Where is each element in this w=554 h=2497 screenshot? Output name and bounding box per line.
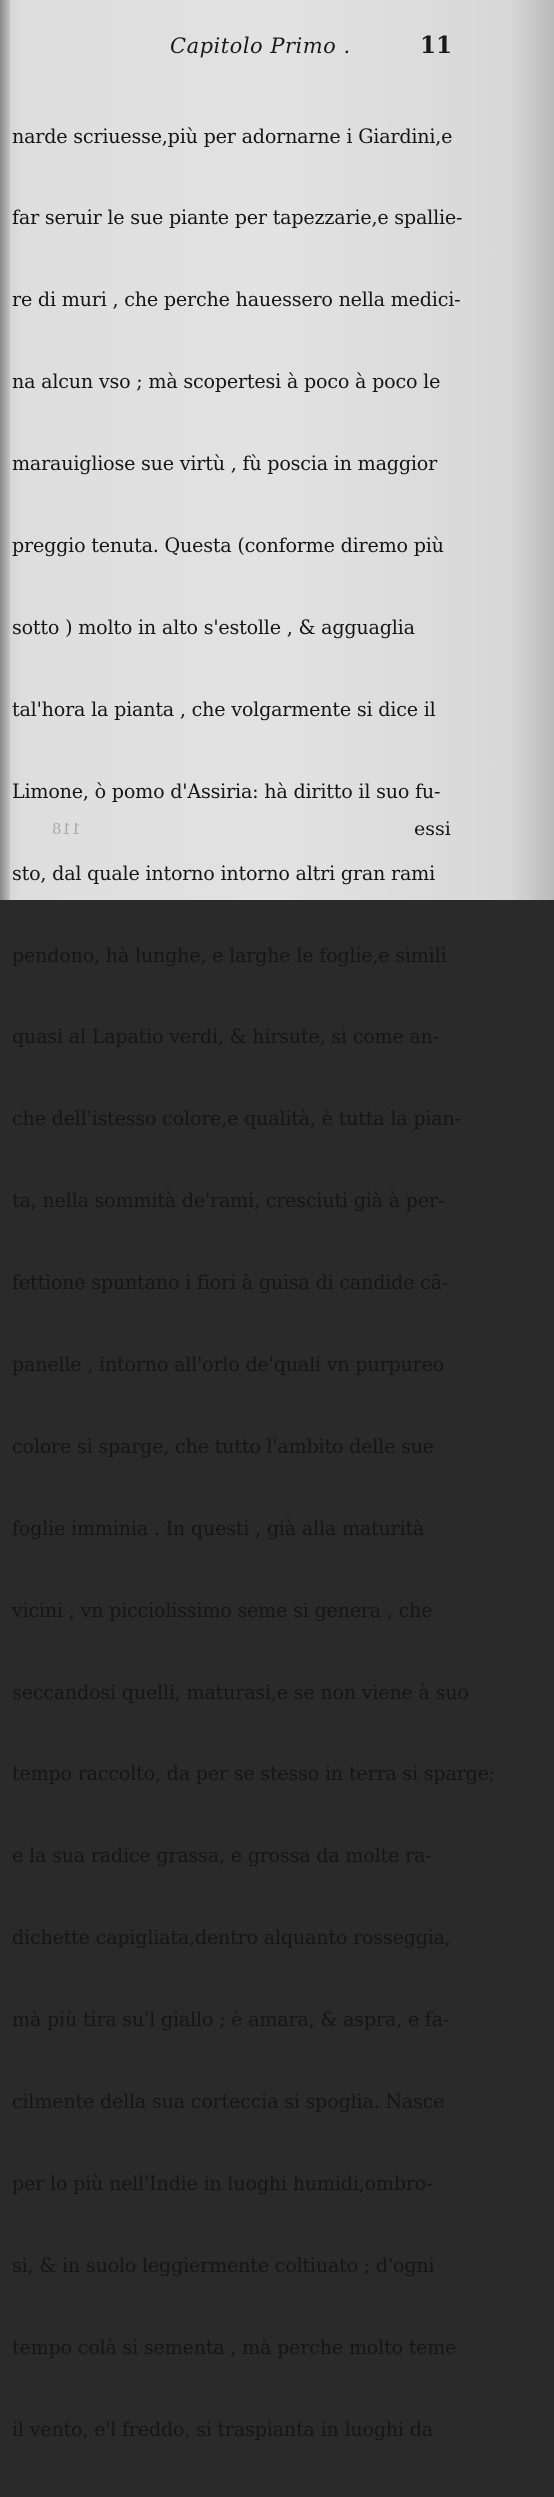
text-line: narde scriuesse,più per adornarne i Giardini,e	[12, 124, 453, 148]
text-line: sotto ) molto in alto s'estolle , & agguaglia	[12, 615, 415, 639]
page-gutter	[0, 0, 10, 900]
text-line: pendono, hà lunghe, e larghe le foglie,e simili	[12, 943, 447, 967]
text-line: ta, nella sommità de'rami, cresciuti già à per-	[12, 1189, 445, 1213]
text-line: il vento, e'l freddo, si traspianta in luoghi da	[12, 2417, 433, 2441]
catchword: essi	[414, 818, 451, 840]
text-line: colore si sparge, che tutto l'ambito delle sue	[12, 1434, 434, 1458]
text-line: re di muri , che perche hauessero nella medici-	[12, 288, 461, 312]
text-line: si, & in suolo leggiermente coltiuato ; d'ogni	[12, 2253, 435, 2277]
text-line: panelle , intorno all'orlo de'quali vn purpureo	[12, 1352, 444, 1376]
text-line: tal'hora la pianta , che volgarmente si dice il	[12, 697, 436, 721]
text-line: mà più tira su'l giallo ; è amara, & aspra, e fa-	[12, 2008, 450, 2032]
text-line: tempo raccolto, da per se stesso in terra si sparge;	[12, 1762, 495, 1786]
text-line: vicini , vn picciolissimo seme si genera , che	[12, 1598, 433, 1622]
text-line: sto, dal quale intorno intorno altri gran rami	[12, 861, 436, 885]
body-text	[12, 68, 542, 2497]
text-line: Limone, ò pomo d'Assiria: hà diritto il suo fu-	[12, 779, 441, 803]
bleed-through-text: 118	[52, 820, 81, 838]
page-number: 11	[420, 32, 453, 59]
text-line: cilmente della sua corteccia si spoglia. Nasce	[12, 2089, 445, 2113]
text-line: far seruir le sue piante per tapezzarie,e spallie-	[12, 206, 463, 230]
text-line: fettione spuntano i fiori à guisa di candide cã-	[12, 1271, 449, 1295]
text-line: marauigliose sue virtù , fù poscia in maggior	[12, 452, 438, 476]
text-line: che dell'istesso colore,e qualità, è tutta la pian-	[12, 1107, 461, 1131]
text-line: foglie imminia . In questi , già alla maturità	[12, 1516, 425, 1540]
text-line: e la sua radice grassa, e grossa da molte ra-	[12, 1844, 432, 1868]
text-line: per lo più nell'Indie in luoghi humidi,ombro-	[12, 2171, 433, 2195]
running-head: Capitolo Primo .	[170, 34, 351, 58]
text-line: na alcun vso ; mà scopertesi à poco à poco le	[12, 370, 441, 394]
text-line: quasi al Lapatio verdi, & hirsute, si come an-	[12, 1025, 440, 1049]
text-line: preggio tenuta. Questa (conforme diremo più	[12, 534, 444, 558]
text-line: tempo colà si sementa , mà perche molto teme	[12, 2335, 457, 2359]
text-line: dichette capigliata,dentro alquanto rosseggia,	[12, 1926, 451, 1950]
text-line: seccandosi quelli, maturasi,e se non viene à suo	[12, 1680, 469, 1704]
page-header	[0, 32, 554, 68]
